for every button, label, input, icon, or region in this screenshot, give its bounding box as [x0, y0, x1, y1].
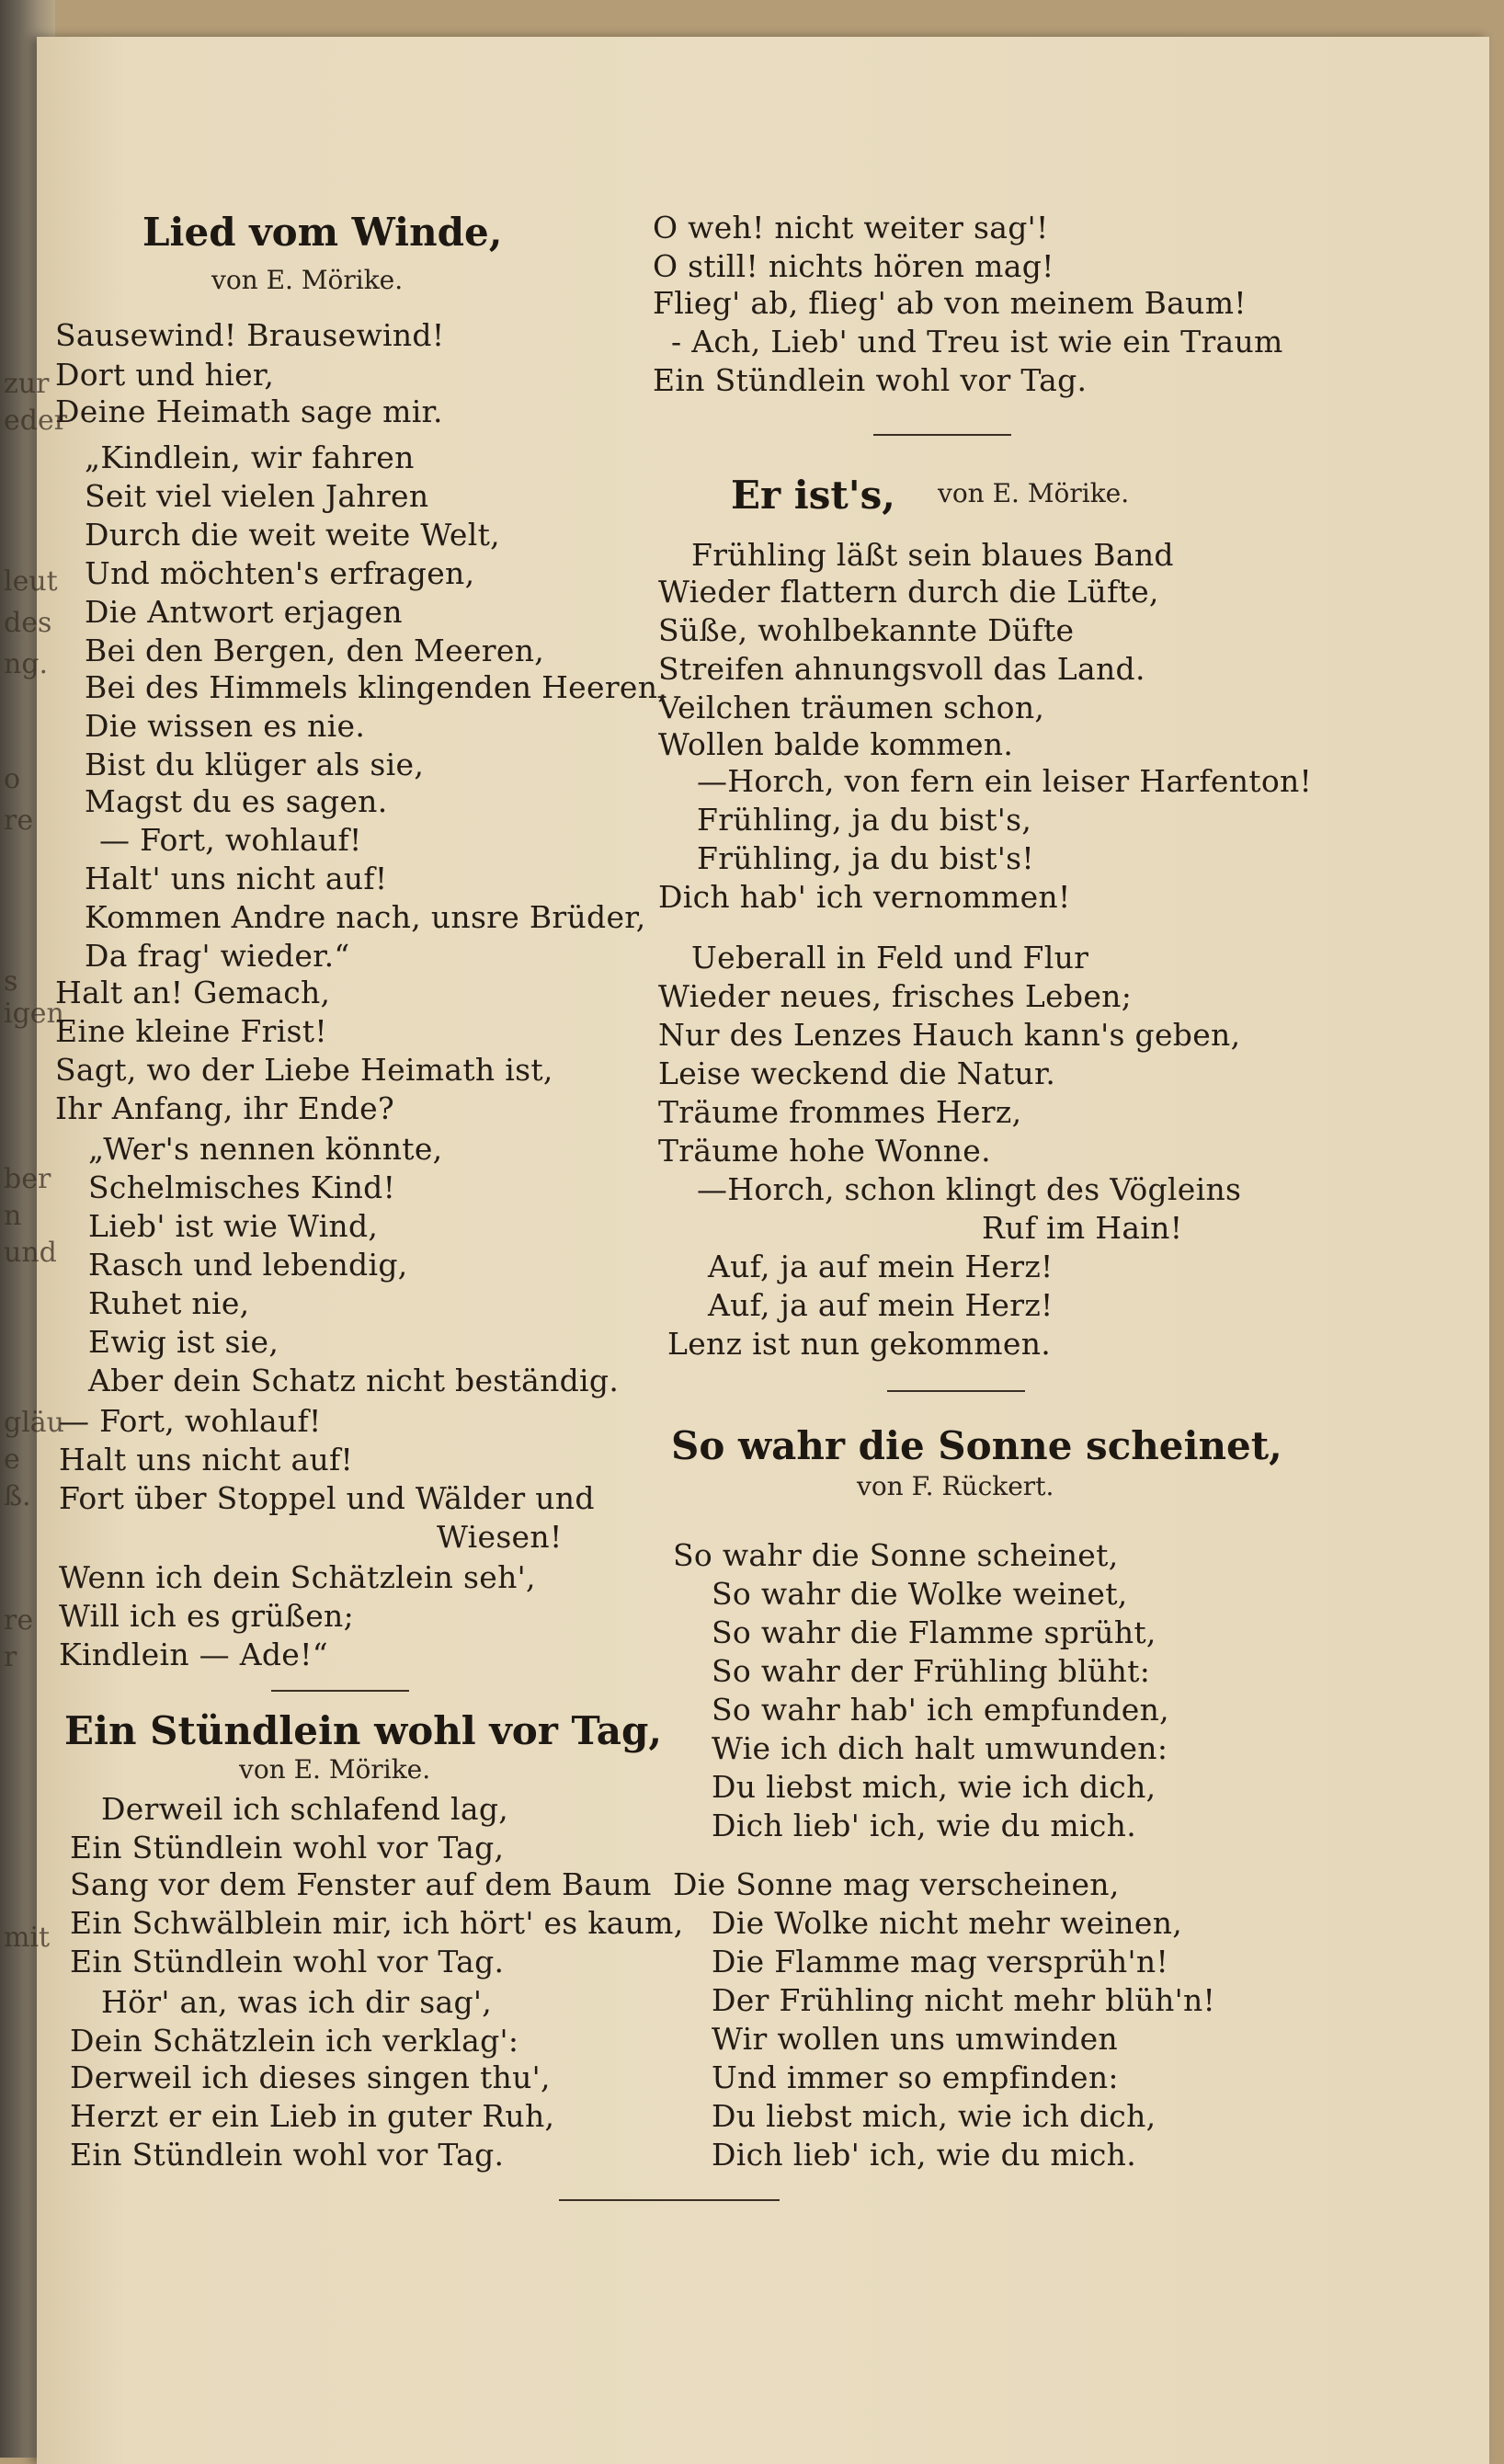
- section-divider: [559, 2199, 780, 2201]
- poem-line: Derweil ich dieses singen thu',: [70, 2059, 551, 2095]
- poem-line: Wollen balde kommen.: [658, 726, 1014, 762]
- poem-line: Ueberall in Feld und Flur: [691, 940, 1089, 975]
- poem-line: So wahr die Wolke weinet,: [712, 1576, 1128, 1612]
- poem-line: Auf, ja auf mein Herz!: [708, 1287, 1054, 1323]
- bleed-fragment: eder: [4, 405, 68, 437]
- bleed-fragment: leut: [4, 565, 58, 598]
- bleed-fragment: ber: [4, 1163, 51, 1195]
- poem-line: Ihr Anfang, ihr Ende?: [55, 1090, 394, 1126]
- poem-line: Und möchten's erfragen,: [85, 555, 475, 591]
- poem-line: Lieb' ist wie Wind,: [88, 1208, 379, 1244]
- poem-line: So wahr der Frühling blüht:: [712, 1653, 1151, 1689]
- poem-line: Nur des Lenzes Hauch kann's geben,: [658, 1017, 1241, 1053]
- poem-line: O still! nichts hören mag!: [653, 248, 1054, 284]
- poem-line: Dort und hier,: [55, 357, 275, 393]
- poem-line: Süße, wohlbekannte Düfte: [658, 612, 1075, 648]
- poem-line: Leise weckend die Natur.: [658, 1055, 1056, 1091]
- poem-line: Dich hab' ich vernommen!: [658, 879, 1071, 915]
- poem-line: Halt an! Gemach,: [55, 975, 331, 1010]
- poem-line: Kindlein — Ade!“: [59, 1637, 328, 1672]
- poem-line: Ein Stündlein wohl vor Tag.: [70, 2137, 505, 2173]
- bleed-fragment: ß.: [4, 1480, 31, 1512]
- poem-line: Du liebst mich, wie ich dich,: [712, 2098, 1156, 2134]
- poem-line: Dich lieb' ich, wie du mich.: [712, 1808, 1136, 1843]
- poem-line: Dich lieb' ich, wie du mich.: [712, 2137, 1136, 2173]
- poem-line: Und immer so empfinden:: [712, 2059, 1119, 2095]
- poem-line: Die Sonne mag verscheinen,: [673, 1866, 1120, 1902]
- poem-line: Deine Heimath sage mir.: [55, 394, 443, 429]
- bleed-fragment: mit: [4, 1922, 51, 1954]
- poem-line: So wahr die Flamme sprüht,: [712, 1614, 1156, 1650]
- section-divider: [887, 1390, 1025, 1392]
- bleed-fragment: s: [4, 965, 18, 998]
- poem-line: Bei des Himmels klingenden Heeren,: [85, 669, 668, 705]
- poem-line: Ein Stündlein wohl vor Tag.: [70, 1944, 505, 1979]
- poem-line: Wiesen!: [437, 1519, 563, 1555]
- poem-byline: von E. Mörike.: [211, 265, 404, 295]
- poem-line: Aber dein Schatz nicht beständig.: [88, 1363, 620, 1398]
- bleed-fragment: n: [4, 1200, 22, 1232]
- bleed-fragment: re: [4, 1604, 34, 1637]
- poem-line: Die Antwort erjagen: [85, 594, 403, 630]
- section-divider: [873, 434, 1011, 436]
- poem-line: Halt uns nicht auf!: [59, 1442, 354, 1477]
- poem-title: So wahr die Sonne scheinet,: [671, 1423, 1282, 1468]
- poem-line: Bist du klüger als sie,: [85, 747, 425, 782]
- poem-byline: von E. Mörike.: [239, 1754, 431, 1785]
- poem-line: Streifen ahnungsvoll das Land.: [658, 651, 1145, 687]
- poem-title: Ein Stündlein wohl vor Tag,: [64, 1708, 662, 1753]
- bleed-fragment: zur: [4, 368, 50, 400]
- poem-title: Lied vom Winde,: [142, 210, 503, 255]
- poem-byline: von E. Mörike.: [938, 478, 1130, 508]
- poem-byline: von F. Rückert.: [857, 1471, 1054, 1501]
- poem-line: Schelmisches Kind!: [88, 1169, 396, 1205]
- poem-line: Frühling läßt sein blaues Band: [691, 537, 1174, 573]
- poem-line: Dein Schätzlein ich verklag':: [70, 2023, 519, 2059]
- poem-line: Wie ich dich halt umwunden:: [712, 1730, 1168, 1766]
- adjacent-page-fragments: [4, 0, 68, 2458]
- poem-line: Die Wolke nicht mehr weinen,: [712, 1905, 1183, 1941]
- poem-line: Sagt, wo der Liebe Heimath ist,: [55, 1052, 553, 1088]
- poem-line: Frühling, ja du bist's,: [697, 802, 1032, 838]
- poem-line: Sausewind! Brausewind!: [55, 317, 445, 353]
- poem-line: Ruf im Hain!: [982, 1210, 1183, 1246]
- poem-line: Du liebst mich, wie ich dich,: [712, 1769, 1156, 1805]
- bleed-fragment: o: [4, 763, 21, 795]
- poem-title: Er ist's,: [731, 473, 895, 518]
- poem-line: Ein Schwälblein mir, ich hört' es kaum,: [70, 1905, 684, 1941]
- poem-line: Magst du es sagen.: [85, 783, 388, 819]
- bleed-fragment: des: [4, 607, 52, 639]
- bleed-fragment: ng.: [4, 648, 49, 680]
- poem-line: Herzt er ein Lieb in guter Ruh,: [70, 2098, 555, 2134]
- poem-line: Derweil ich schlafend lag,: [101, 1791, 509, 1827]
- poem-line: Der Frühling nicht mehr blüh'n!: [712, 1982, 1216, 2018]
- poem-line: Ein Stündlein wohl vor Tag.: [653, 362, 1088, 398]
- poem-line: Will ich es grüßen;: [59, 1598, 355, 1634]
- poem-line: - Ach, Lieb' und Treu ist wie ein Traum: [671, 324, 1283, 359]
- poem-line: Lenz ist nun gekommen.: [667, 1326, 1052, 1362]
- poem-line: So wahr hab' ich empfunden,: [712, 1692, 1169, 1728]
- poem-line: — Fort, wohlauf!: [99, 822, 362, 858]
- bleed-fragment: und: [4, 1237, 57, 1269]
- poem-line: Auf, ja auf mein Herz!: [708, 1249, 1054, 1284]
- poem-line: Ruhet nie,: [88, 1285, 250, 1321]
- poem-line: Seit viel vielen Jahren: [85, 478, 429, 514]
- poem-line: Fort über Stoppel und Wälder und: [59, 1480, 595, 1516]
- poem-line: —Horch, von fern ein leiser Harfenton!: [697, 763, 1313, 799]
- poem-line: Kommen Andre nach, unsre Brüder,: [85, 899, 646, 935]
- poem-line: Träume hohe Wonne.: [658, 1133, 991, 1169]
- bleed-fragment: igen: [4, 998, 64, 1030]
- poem-line: —Horch, schon klingt des Vögleins: [697, 1171, 1242, 1207]
- poem-line: Frühling, ja du bist's!: [697, 840, 1034, 876]
- poem-line: Wir wollen uns umwinden: [712, 2021, 1118, 2057]
- poem-line: Sang vor dem Fenster auf dem Baum: [70, 1866, 652, 1902]
- poem-line: Rasch und lebendig,: [88, 1247, 408, 1283]
- bleed-fragment: gläu: [4, 1407, 65, 1439]
- bleed-fragment: re: [4, 804, 34, 837]
- poem-line: Träume frommes Herz,: [658, 1094, 1022, 1130]
- poem-line: Da frag' wieder.“: [85, 938, 350, 974]
- poem-line: Flieg' ab, flieg' ab von meinem Baum!: [653, 285, 1247, 321]
- poem-line: Ein Stündlein wohl vor Tag,: [70, 1830, 505, 1865]
- poem-line: Halt' uns nicht auf!: [85, 861, 388, 896]
- bleed-fragment: e: [4, 1443, 20, 1476]
- poem-line: Hör' an, was ich dir sag',: [101, 1984, 493, 2020]
- poem-line: So wahr die Sonne scheinet,: [673, 1537, 1119, 1573]
- poem-line: O weh! nicht weiter sag'!: [653, 210, 1049, 245]
- poem-line: Wenn ich dein Schätzlein seh',: [59, 1559, 536, 1595]
- poem-line: — Fort, wohlauf!: [59, 1403, 322, 1439]
- poem-line: Wieder flattern durch die Lüfte,: [658, 574, 1159, 610]
- section-divider: [271, 1690, 409, 1692]
- poem-line: Die wissen es nie.: [85, 708, 366, 744]
- poem-line: Ewig ist sie,: [88, 1324, 279, 1360]
- bleed-fragment: r: [4, 1641, 17, 1673]
- poem-line: Wieder neues, frisches Leben;: [658, 978, 1133, 1014]
- poem-line: „Kindlein, wir fahren: [85, 439, 415, 475]
- poem-line: Durch die weit weite Welt,: [85, 517, 500, 553]
- poem-line: Bei den Bergen, den Meeren,: [85, 633, 545, 668]
- poem-line: Eine kleine Frist!: [55, 1013, 327, 1049]
- poem-line: Die Flamme mag versprüh'n!: [712, 1944, 1169, 1979]
- poem-line: Veilchen träumen schon,: [658, 690, 1045, 725]
- poem-line: „Wer's nennen könnte,: [88, 1131, 443, 1167]
